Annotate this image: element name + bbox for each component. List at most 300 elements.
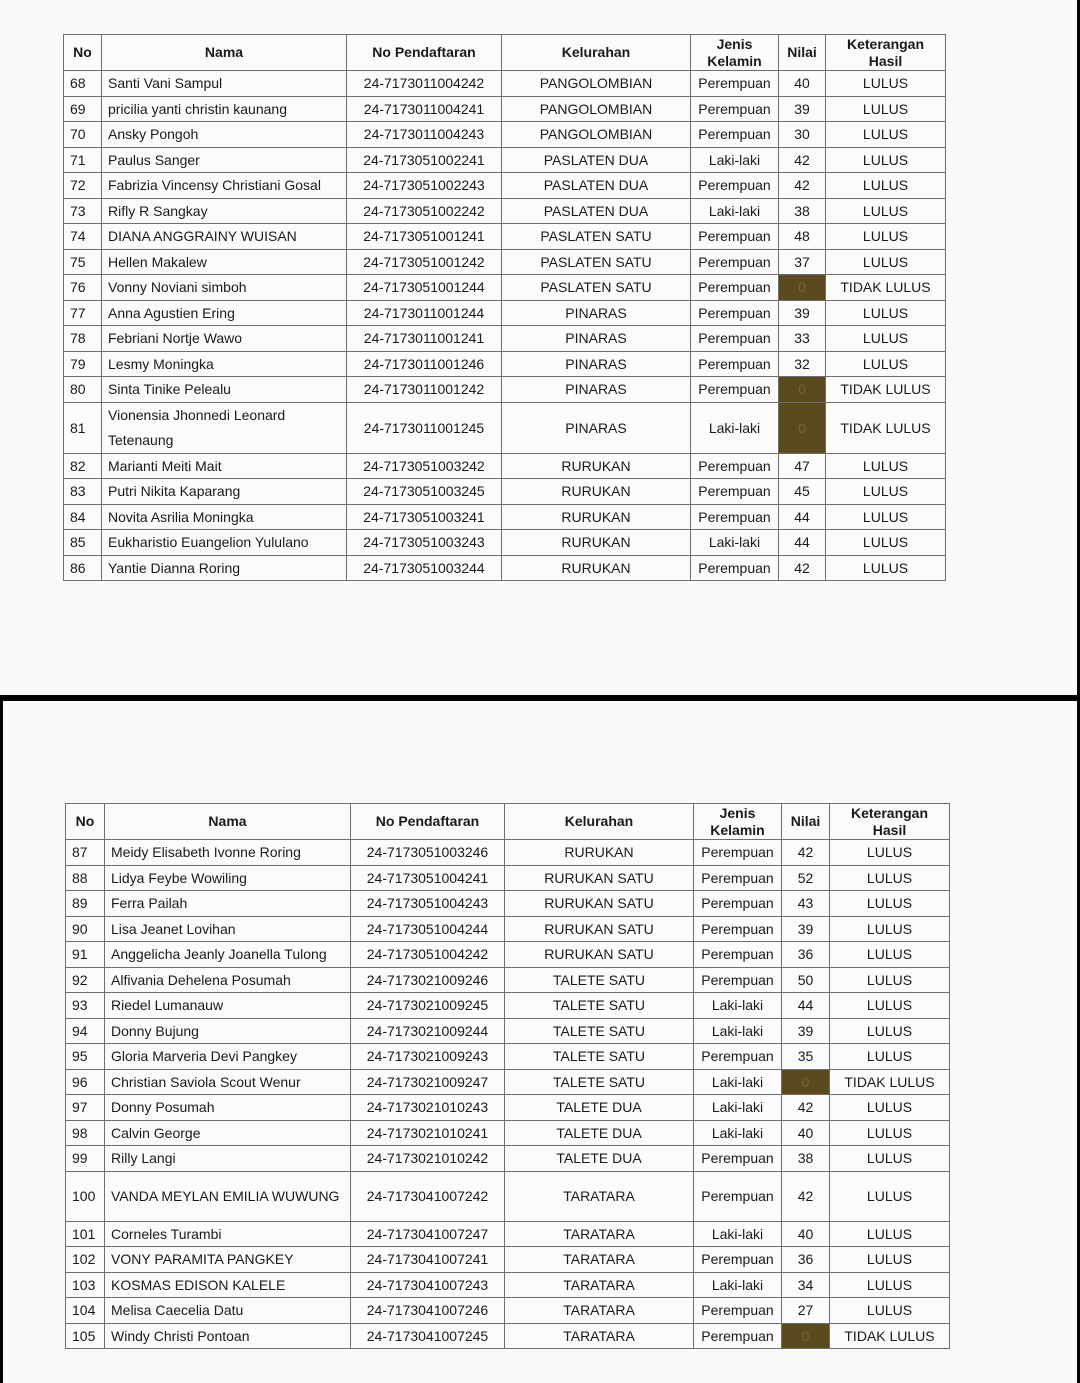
cell-keterangan-hasil: LULUS	[830, 1095, 950, 1121]
cell-kelurahan: PANGOLOMBIAN	[502, 71, 691, 97]
cell-nama: KOSMAS EDISON KALELE	[105, 1272, 351, 1298]
table-row	[66, 1171, 950, 1221]
cell-no-pendaftaran: 24-7173051004243	[351, 891, 505, 917]
cell-nama: Rilly Langi	[105, 1146, 351, 1172]
cell-nama: Yantie Dianna Roring	[102, 555, 347, 581]
cell-kelurahan: TARATARA	[505, 1272, 694, 1298]
cell-no-pendaftaran: 24-7173051002243	[347, 173, 502, 199]
cell-keterangan-hasil: LULUS	[826, 122, 946, 148]
cell-jenis-kelamin: Laki-laki	[694, 1272, 782, 1298]
cell-no: 89	[66, 891, 105, 917]
cell-no-pendaftaran: 24-7173021010243	[351, 1095, 505, 1121]
cell-no: 103	[66, 1272, 105, 1298]
cell-no-pendaftaran: 24-7173051003244	[347, 555, 502, 581]
cell-kelurahan: RURUKAN	[502, 504, 691, 530]
cell-no: 72	[64, 173, 102, 199]
cell-no: 70	[64, 122, 102, 148]
cell-nilai: 44	[782, 993, 830, 1019]
table-row	[66, 1095, 950, 1121]
cell-no-pendaftaran: 24-7173021009244	[351, 1018, 505, 1044]
cell-no: 82	[64, 453, 102, 479]
cell-no: 74	[64, 224, 102, 250]
cell-no-pendaftaran: 24-7173021009246	[351, 967, 505, 993]
cell-keterangan-hasil: LULUS	[830, 1272, 950, 1298]
cell-no-pendaftaran: 24-7173021010241	[351, 1120, 505, 1146]
cell-kelurahan: RURUKAN SATU	[505, 865, 694, 891]
table-row	[66, 1247, 950, 1273]
cell-nilai: 43	[782, 891, 830, 917]
cell-keterangan-hasil: LULUS	[826, 224, 946, 250]
cell-nama: Meidy Elisabeth Ivonne Roring	[105, 840, 351, 866]
cell-nilai: 34	[782, 1272, 830, 1298]
cell-no: 83	[64, 479, 102, 505]
cell-no: 71	[64, 147, 102, 173]
cell-nama: Eukharistio Euangelion Yululano	[102, 530, 347, 556]
cell-nilai: 38	[782, 1146, 830, 1172]
cell-no-pendaftaran: 24-7173051003242	[347, 453, 502, 479]
cell-nilai: 37	[779, 249, 826, 275]
header-nama: Nama	[105, 804, 351, 840]
cell-kelurahan: PINARAS	[502, 402, 691, 453]
table-row	[64, 71, 946, 97]
cell-keterangan-hasil: LULUS	[830, 1018, 950, 1044]
table-row	[66, 840, 950, 866]
table-row	[66, 1120, 950, 1146]
cell-jenis-kelamin: Perempuan	[691, 377, 779, 403]
cell-nilai: 39	[779, 300, 826, 326]
cell-kelurahan: TARATARA	[505, 1221, 694, 1247]
header-keterangan-hasil: Keterangan Hasil	[826, 35, 946, 71]
cell-keterangan-hasil: LULUS	[830, 840, 950, 866]
cell-keterangan-hasil: LULUS	[826, 530, 946, 556]
cell-no: 86	[64, 555, 102, 581]
cell-keterangan-hasil: TIDAK LULUS	[830, 1323, 950, 1349]
cell-no-pendaftaran: 24-7173011001241	[347, 326, 502, 352]
cell-no-pendaftaran: 24-7173041007242	[351, 1171, 505, 1221]
table-row	[64, 122, 946, 148]
cell-no-pendaftaran: 24-7173051002241	[347, 147, 502, 173]
cell-nilai: 30	[779, 122, 826, 148]
cell-keterangan-hasil: LULUS	[830, 865, 950, 891]
header-nilai: Nilai	[779, 35, 826, 71]
cell-kelurahan: TALETE SATU	[505, 1069, 694, 1095]
cell-nama: Santi Vani Sampul	[102, 71, 347, 97]
cell-kelurahan: PANGOLOMBIAN	[502, 96, 691, 122]
cell-nama: Lidya Feybe Wowiling	[105, 865, 351, 891]
cell-nama: Windy Christi Pontoan	[105, 1323, 351, 1349]
cell-no-pendaftaran: 24-7173011004241	[347, 96, 502, 122]
table-header-row	[66, 804, 950, 840]
table-row	[64, 249, 946, 275]
header-no-pendaftaran: No Pendaftaran	[351, 804, 505, 840]
cell-nama: Melisa Caecelia Datu	[105, 1298, 351, 1324]
header-nama: Nama	[102, 35, 347, 71]
cell-jenis-kelamin: Perempuan	[694, 967, 782, 993]
results-table-2	[65, 803, 950, 1349]
cell-nama: Febriani Nortje Wawo	[102, 326, 347, 352]
cell-jenis-kelamin: Perempuan	[691, 122, 779, 148]
cell-nilai: 40	[779, 71, 826, 97]
table-row	[66, 1018, 950, 1044]
cell-nama: Anna Agustien Ering	[102, 300, 347, 326]
cell-jenis-kelamin: Laki-laki	[694, 1018, 782, 1044]
cell-nilai: 50	[782, 967, 830, 993]
cell-nilai: 45	[779, 479, 826, 505]
table-row	[64, 198, 946, 224]
cell-no-pendaftaran: 24-7173021009247	[351, 1069, 505, 1095]
table-row	[66, 1069, 950, 1095]
cell-jenis-kelamin: Perempuan	[691, 275, 779, 301]
cell-nilai: 40	[782, 1221, 830, 1247]
cell-no-pendaftaran: 24-7173051001242	[347, 249, 502, 275]
cell-no: 95	[66, 1044, 105, 1070]
cell-nilai: 42	[782, 1171, 830, 1221]
cell-no: 85	[64, 530, 102, 556]
cell-no: 78	[64, 326, 102, 352]
cell-no: 93	[66, 993, 105, 1019]
cell-no-pendaftaran: 24-7173051004244	[351, 916, 505, 942]
table-row	[64, 555, 946, 581]
table-row	[64, 173, 946, 199]
cell-nama: Corneles Turambi	[105, 1221, 351, 1247]
cell-jenis-kelamin: Perempuan	[691, 71, 779, 97]
cell-nama: Putri Nikita Kaparang	[102, 479, 347, 505]
table-row	[66, 891, 950, 917]
cell-kelurahan: TARATARA	[505, 1298, 694, 1324]
cell-no-pendaftaran: 24-7173051003243	[347, 530, 502, 556]
cell-no: 92	[66, 967, 105, 993]
cell-kelurahan: RURUKAN	[502, 479, 691, 505]
cell-jenis-kelamin: Perempuan	[691, 479, 779, 505]
cell-jenis-kelamin: Perempuan	[691, 351, 779, 377]
cell-nama: Gloria Marveria Devi Pangkey	[105, 1044, 351, 1070]
cell-no-pendaftaran: 24-7173011001244	[347, 300, 502, 326]
cell-nilai: 0	[779, 275, 826, 301]
cell-jenis-kelamin: Laki-laki	[691, 198, 779, 224]
cell-no-pendaftaran: 24-7173011004243	[347, 122, 502, 148]
cell-keterangan-hasil: LULUS	[830, 891, 950, 917]
table-row	[66, 1323, 950, 1349]
cell-no-pendaftaran: 24-7173021009245	[351, 993, 505, 1019]
cell-nama: Anggelicha Jeanly Joanella Tulong	[105, 942, 351, 968]
cell-nama: VONY PARAMITA PANGKEY	[105, 1247, 351, 1273]
cell-kelurahan: PASLATEN DUA	[502, 198, 691, 224]
cell-keterangan-hasil: LULUS	[830, 1171, 950, 1221]
cell-nilai: 36	[782, 1247, 830, 1273]
table-row	[64, 224, 946, 250]
cell-nama: Rifly R Sangkay	[102, 198, 347, 224]
cell-no-pendaftaran: 24-7173041007247	[351, 1221, 505, 1247]
cell-kelurahan: TALETE DUA	[505, 1120, 694, 1146]
cell-nilai: 44	[779, 530, 826, 556]
cell-no-pendaftaran: 24-7173041007245	[351, 1323, 505, 1349]
cell-nama: Lesmy Moningka	[102, 351, 347, 377]
cell-no: 68	[64, 71, 102, 97]
cell-kelurahan: TARATARA	[505, 1171, 694, 1221]
table-header-row	[64, 35, 946, 71]
cell-keterangan-hasil: LULUS	[830, 1247, 950, 1273]
cell-nama: Fabrizia Vincensy Christiani Gosal	[102, 173, 347, 199]
cell-nilai: 36	[782, 942, 830, 968]
cell-jenis-kelamin: Perempuan	[694, 942, 782, 968]
header-no: No	[66, 804, 105, 840]
cell-nilai: 27	[782, 1298, 830, 1324]
cell-no: 98	[66, 1120, 105, 1146]
header-nilai: Nilai	[782, 804, 830, 840]
cell-no-pendaftaran: 24-7173041007246	[351, 1298, 505, 1324]
cell-keterangan-hasil: TIDAK LULUS	[830, 1069, 950, 1095]
results-table-1	[63, 34, 946, 581]
header-no-pendaftaran: No Pendaftaran	[347, 35, 502, 71]
cell-no-pendaftaran: 24-7173051001244	[347, 275, 502, 301]
cell-kelurahan: RURUKAN	[505, 840, 694, 866]
table-row	[66, 1272, 950, 1298]
table-row	[64, 530, 946, 556]
cell-nilai: 44	[779, 504, 826, 530]
cell-keterangan-hasil: LULUS	[826, 198, 946, 224]
cell-jenis-kelamin: Perempuan	[694, 1323, 782, 1349]
cell-no-pendaftaran: 24-7173011001246	[347, 351, 502, 377]
cell-nilai: 0	[779, 402, 826, 453]
cell-kelurahan: PINARAS	[502, 377, 691, 403]
table-row	[66, 967, 950, 993]
table-row	[64, 504, 946, 530]
cell-jenis-kelamin: Perempuan	[694, 1044, 782, 1070]
cell-nama: VANDA MEYLAN EMILIA WUWUNG	[105, 1171, 351, 1221]
cell-jenis-kelamin: Laki-laki	[691, 402, 779, 453]
cell-kelurahan: RURUKAN SATU	[505, 891, 694, 917]
cell-nama: Christian Saviola Scout Wenur	[105, 1069, 351, 1095]
cell-no: 105	[66, 1323, 105, 1349]
table-row	[66, 993, 950, 1019]
cell-kelurahan: PASLATEN DUA	[502, 147, 691, 173]
table-row	[64, 453, 946, 479]
cell-jenis-kelamin: Laki-laki	[691, 530, 779, 556]
cell-no: 100	[66, 1171, 105, 1221]
cell-keterangan-hasil: LULUS	[826, 479, 946, 505]
cell-jenis-kelamin: Perempuan	[691, 504, 779, 530]
cell-kelurahan: PASLATEN SATU	[502, 249, 691, 275]
cell-nama: Calvin George	[105, 1120, 351, 1146]
cell-jenis-kelamin: Perempuan	[691, 300, 779, 326]
cell-kelurahan: PINARAS	[502, 326, 691, 352]
cell-no: 99	[66, 1146, 105, 1172]
cell-kelurahan: PASLATEN SATU	[502, 224, 691, 250]
cell-no: 81	[64, 402, 102, 453]
table-row	[64, 300, 946, 326]
cell-kelurahan: TALETE SATU	[505, 1018, 694, 1044]
cell-nama: Hellen Makalew	[102, 249, 347, 275]
cell-nilai: 35	[782, 1044, 830, 1070]
cell-no: 79	[64, 351, 102, 377]
header-no: No	[64, 35, 102, 71]
table-row	[66, 1044, 950, 1070]
table-body	[66, 840, 950, 1349]
header-jenis-kelamin: Jenis Kelamin	[694, 804, 782, 840]
cell-nilai: 32	[779, 351, 826, 377]
cell-keterangan-hasil: LULUS	[826, 351, 946, 377]
cell-nilai: 40	[782, 1120, 830, 1146]
cell-nilai: 39	[782, 1018, 830, 1044]
cell-no-pendaftaran: 24-7173051004242	[351, 942, 505, 968]
cell-keterangan-hasil: LULUS	[826, 300, 946, 326]
cell-jenis-kelamin: Perempuan	[691, 555, 779, 581]
cell-jenis-kelamin: Laki-laki	[694, 993, 782, 1019]
cell-no-pendaftaran: 24-7173051003246	[351, 840, 505, 866]
cell-keterangan-hasil: LULUS	[826, 71, 946, 97]
cell-kelurahan: PANGOLOMBIAN	[502, 122, 691, 148]
cell-nama: Novita Asrilia Moningka	[102, 504, 347, 530]
cell-no-pendaftaran: 24-7173021010242	[351, 1146, 505, 1172]
cell-keterangan-hasil: LULUS	[826, 555, 946, 581]
cell-jenis-kelamin: Laki-laki	[694, 1095, 782, 1121]
cell-jenis-kelamin: Perempuan	[694, 891, 782, 917]
cell-nilai: 42	[779, 555, 826, 581]
cell-no-pendaftaran: 24-7173051003245	[347, 479, 502, 505]
cell-keterangan-hasil: LULUS	[830, 916, 950, 942]
cell-nilai: 0	[782, 1069, 830, 1095]
cell-no: 88	[66, 865, 105, 891]
table-row	[64, 377, 946, 403]
cell-jenis-kelamin: Perempuan	[691, 173, 779, 199]
cell-jenis-kelamin: Laki-laki	[694, 1069, 782, 1095]
table-row	[64, 96, 946, 122]
cell-no: 87	[66, 840, 105, 866]
cell-no: 104	[66, 1298, 105, 1324]
cell-no: 76	[64, 275, 102, 301]
cell-keterangan-hasil: LULUS	[830, 967, 950, 993]
table-row	[66, 1221, 950, 1247]
cell-no: 91	[66, 942, 105, 968]
cell-nilai: 0	[782, 1323, 830, 1349]
cell-jenis-kelamin: Perempuan	[691, 326, 779, 352]
cell-no: 101	[66, 1221, 105, 1247]
cell-nama: Vonny Noviani simboh	[102, 275, 347, 301]
cell-nama: Ferra Pailah	[105, 891, 351, 917]
cell-kelurahan: RURUKAN SATU	[505, 916, 694, 942]
cell-nilai: 47	[779, 453, 826, 479]
cell-nama: Donny Bujung	[105, 1018, 351, 1044]
cell-kelurahan: RURUKAN	[502, 530, 691, 556]
cell-jenis-kelamin: Laki-laki	[694, 1221, 782, 1247]
cell-keterangan-hasil: LULUS	[830, 1044, 950, 1070]
cell-no: 90	[66, 916, 105, 942]
cell-jenis-kelamin: Laki-laki	[691, 147, 779, 173]
cell-no-pendaftaran: 24-7173051004241	[351, 865, 505, 891]
cell-keterangan-hasil: LULUS	[826, 453, 946, 479]
cell-nilai: 39	[782, 916, 830, 942]
cell-kelurahan: PINARAS	[502, 351, 691, 377]
cell-no: 75	[64, 249, 102, 275]
cell-no: 97	[66, 1095, 105, 1121]
header-jenis-kelamin: Jenis Kelamin	[691, 35, 779, 71]
cell-kelurahan: PASLATEN DUA	[502, 173, 691, 199]
cell-keterangan-hasil: LULUS	[826, 147, 946, 173]
cell-kelurahan: TARATARA	[505, 1323, 694, 1349]
cell-keterangan-hasil: TIDAK LULUS	[826, 377, 946, 403]
cell-keterangan-hasil: TIDAK LULUS	[826, 402, 946, 453]
header-keterangan-hasil: Keterangan Hasil	[830, 804, 950, 840]
cell-no-pendaftaran: 24-7173041007243	[351, 1272, 505, 1298]
table-row	[64, 326, 946, 352]
cell-jenis-kelamin: Perempuan	[691, 96, 779, 122]
cell-nama: Paulus Sanger	[102, 147, 347, 173]
table-row	[64, 402, 946, 453]
cell-nama: Donny Posumah	[105, 1095, 351, 1121]
document-page-2	[3, 701, 1077, 1383]
table-row	[66, 865, 950, 891]
cell-keterangan-hasil: LULUS	[830, 1120, 950, 1146]
cell-nama: DIANA ANGGRAINY WUISAN	[102, 224, 347, 250]
cell-kelurahan: PINARAS	[502, 300, 691, 326]
table-row	[64, 351, 946, 377]
cell-nama: Alfivania Dehelena Posumah	[105, 967, 351, 993]
cell-nilai: 33	[779, 326, 826, 352]
cell-nilai: 39	[779, 96, 826, 122]
cell-no-pendaftaran: 24-7173051003241	[347, 504, 502, 530]
cell-jenis-kelamin: Perempuan	[691, 224, 779, 250]
cell-keterangan-hasil: LULUS	[826, 249, 946, 275]
cell-keterangan-hasil: LULUS	[830, 942, 950, 968]
cell-kelurahan: PASLATEN SATU	[502, 275, 691, 301]
cell-keterangan-hasil: LULUS	[830, 1146, 950, 1172]
cell-kelurahan: RURUKAN	[502, 555, 691, 581]
cell-nilai: 42	[779, 147, 826, 173]
cell-nilai: 38	[779, 198, 826, 224]
cell-nama: Lisa Jeanet Lovihan	[105, 916, 351, 942]
table-row	[64, 275, 946, 301]
cell-kelurahan: RURUKAN	[502, 453, 691, 479]
cell-no: 84	[64, 504, 102, 530]
table-row	[66, 942, 950, 968]
cell-kelurahan: TALETE DUA	[505, 1146, 694, 1172]
cell-keterangan-hasil: LULUS	[826, 504, 946, 530]
cell-nama: Sinta Tinike Pelealu	[102, 377, 347, 403]
cell-nilai: 52	[782, 865, 830, 891]
cell-no: 77	[64, 300, 102, 326]
cell-kelurahan: TALETE SATU	[505, 967, 694, 993]
cell-jenis-kelamin: Perempuan	[694, 1247, 782, 1273]
cell-no-pendaftaran: 24-7173011001242	[347, 377, 502, 403]
cell-no: 73	[64, 198, 102, 224]
cell-jenis-kelamin: Laki-laki	[694, 1120, 782, 1146]
cell-jenis-kelamin: Perempuan	[694, 1146, 782, 1172]
cell-keterangan-hasil: LULUS	[830, 1221, 950, 1247]
cell-jenis-kelamin: Perempuan	[694, 865, 782, 891]
cell-jenis-kelamin: Perempuan	[691, 249, 779, 275]
cell-no-pendaftaran: 24-7173051002242	[347, 198, 502, 224]
cell-nama: pricilia yanti christin kaunang	[102, 96, 347, 122]
cell-jenis-kelamin: Perempuan	[691, 453, 779, 479]
table-row	[66, 916, 950, 942]
cell-keterangan-hasil: TIDAK LULUS	[826, 275, 946, 301]
cell-no-pendaftaran: 24-7173041007241	[351, 1247, 505, 1273]
table-row	[66, 1298, 950, 1324]
header-kelurahan: Kelurahan	[502, 35, 691, 71]
cell-no: 96	[66, 1069, 105, 1095]
cell-nilai: 48	[779, 224, 826, 250]
table-row	[64, 479, 946, 505]
header-kelurahan: Kelurahan	[505, 804, 694, 840]
cell-nama: Ansky Pongoh	[102, 122, 347, 148]
cell-kelurahan: TALETE SATU	[505, 1044, 694, 1070]
cell-no: 102	[66, 1247, 105, 1273]
cell-no-pendaftaran: 24-7173021009243	[351, 1044, 505, 1070]
cell-jenis-kelamin: Perempuan	[694, 1298, 782, 1324]
cell-keterangan-hasil: LULUS	[826, 326, 946, 352]
cell-keterangan-hasil: LULUS	[826, 173, 946, 199]
cell-no-pendaftaran: 24-7173011001245	[347, 402, 502, 453]
